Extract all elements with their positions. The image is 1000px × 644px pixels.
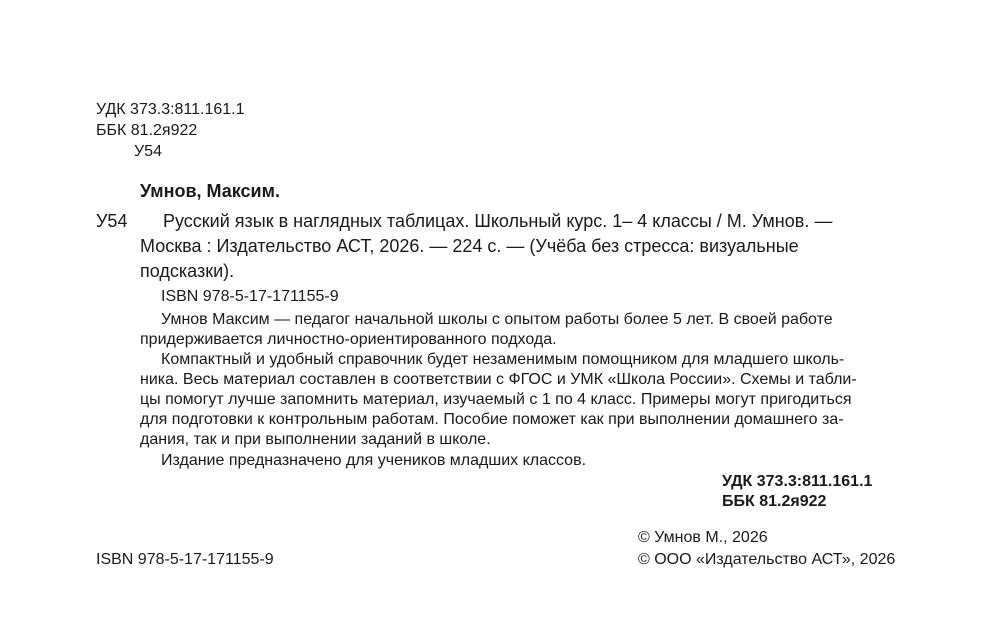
title-line-1: Русский язык в наглядных таблицах. Школьный курс. 1– 4 классы / М. Умнов. — xyxy=(163,211,833,231)
author-mark-top: У54 xyxy=(134,143,162,160)
udk-code-bold: УДК 373.3:811.161.1 xyxy=(722,473,873,490)
audience-note: Издание предназначено для учеников младших классов. xyxy=(161,452,587,469)
description-line-5: дания, так и при выполнении заданий в школе. xyxy=(140,431,491,448)
copyright-author: © Умнов М., 2026 xyxy=(638,529,768,546)
about-author-line-2: придерживается личностно-ориентированного подхода. xyxy=(140,331,557,348)
description-line-1: Компактный и удобный справочник будет незаменимым помощником для младшего школь- xyxy=(161,351,845,368)
author-mark: У54 xyxy=(96,211,128,231)
description-line-4: для подготовки к контрольным работам. Пособие поможет как при выполнении домашнего за- xyxy=(140,411,844,428)
copyright-publisher: © ООО «Издательство АСТ», 2026 xyxy=(638,551,896,568)
description-line-3: цы помогут лучше запомнить материал, изучаемый с 1 по 4 класс. Примеры могут пригодиться xyxy=(140,391,852,408)
title-line-3: подсказки). xyxy=(140,261,235,281)
about-author-line-1: Умнов Максим — педагог начальной школы с опытом работы более 5 лет. В своей работе xyxy=(161,311,833,328)
author-heading: Умнов, Максим. xyxy=(140,181,280,201)
about-author-paragraph xyxy=(140,310,906,350)
udk-code-top: УДК 373.3:811.161.1 xyxy=(96,101,245,118)
isbn-footer: ISBN 978-5-17-171155-9 xyxy=(96,551,274,568)
description-line-2: ника. Весь материал составлен в соответствии с ФГОС и УМК «Школа России». Схемы и табли- xyxy=(140,371,857,388)
bbk-code-top: ББК 81.2я922 xyxy=(96,122,198,139)
description-paragraph xyxy=(140,350,906,450)
title-line-2: Москва : Издательство АСТ, 2026. — 224 с. — (Учёба без стресса: визуальные xyxy=(140,236,799,256)
bbk-code-bold: ББК 81.2я922 xyxy=(722,493,827,510)
isbn-record: ISBN 978-5-17-171155-9 xyxy=(161,288,339,305)
